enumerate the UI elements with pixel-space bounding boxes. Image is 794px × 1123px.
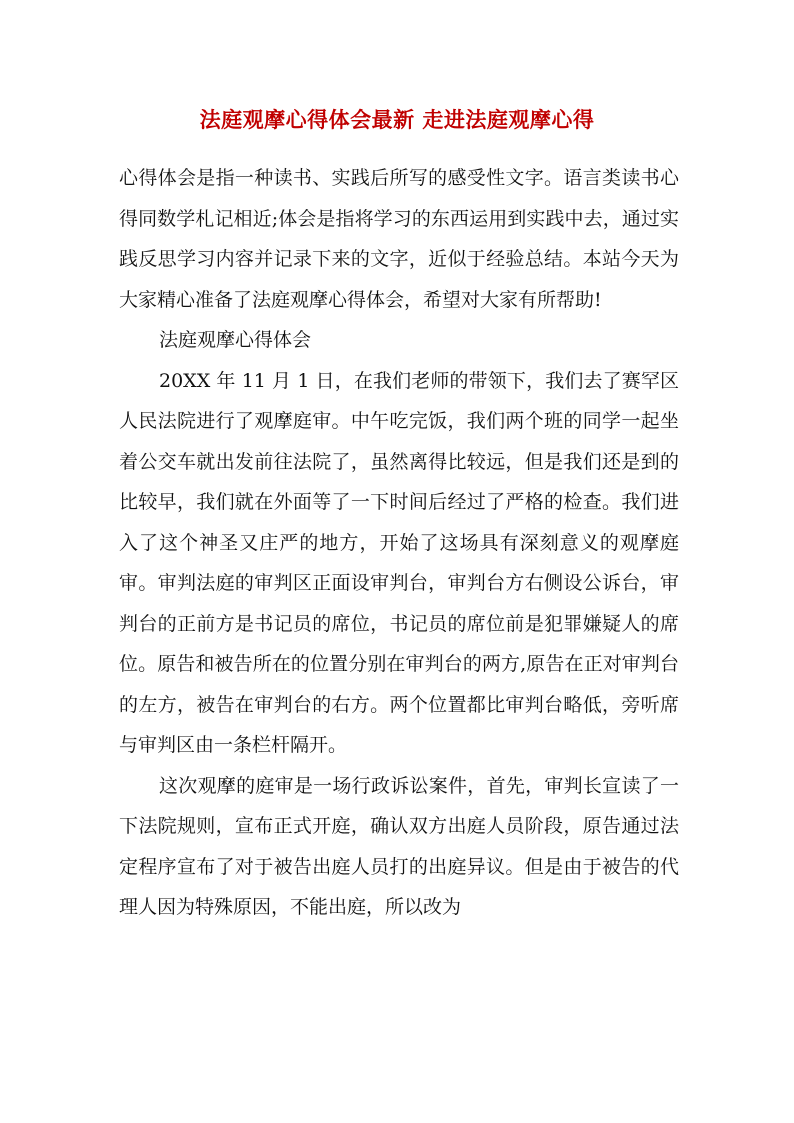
body-paragraph: 这次观摩的庭审是一场行政诉讼案件，首先，审判长宣读了一下法院规则，宣布正式开庭，确认双方出庭人员阶段，原告通过法定程序宣布了对于被告出庭人员打的出庭异议。但是由于被告的代理人因为特殊原因，不能出庭，所以改为	[119, 774, 679, 918]
intro-paragraph: 心得体会是指一种读书、实践后所写的感受性文字。语言类读书心得同数学札记相近;体会是指将学习的东西运用到实践中去，通过实践反思学习内容并记录下来的文字，近似于经验总结。本站今天为大家精心准备了法庭观摩心得体会，希望对大家有所帮助!	[119, 167, 679, 311]
body-paragraph: 20XX 年 11 月 1 日，在我们老师的带领下，我们去了赛罕区人民法院进行了观摩庭审。中午吃完饭，我们两个班的同学一起坐着公交车就出发前往法院了，虽然离得比较远，但是我们还是到的比较早，我们就在外面等了一下时间后经过了严格的检查。我们进入了这个神圣又庄严的地方，开始了这场具有深刻意义的观摩庭审。审判法庭的审判区正面设审判台，审判台方右侧设公诉台，审判台的正前方是书记员的席位，书记员的席位前是犯罪嫌疑人的席位。原告和被告所在的位置分别在审判台的两方,原告在正对审判台的左方，被告在审判台的右方。两个位置都比审判台略低，旁听席与审判区由一条栏杆隔开。	[119, 369, 679, 756]
document-body	[119, 158, 679, 928]
document-title: 法庭观摩心得体会最新 走进法庭观摩心得	[199, 107, 595, 132]
section-heading: 法庭观摩心得体会	[159, 329, 312, 351]
